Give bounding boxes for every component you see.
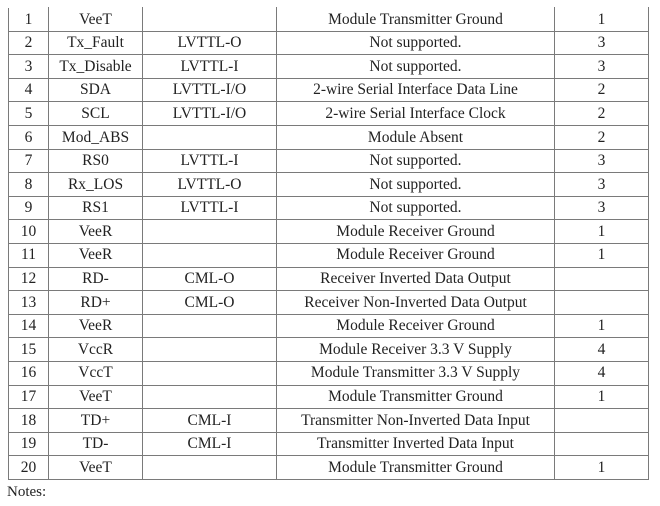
pin-description-cell: Module Receiver Ground: [277, 314, 555, 338]
pin-note-cell: 3: [555, 173, 649, 197]
pin-symbol-cell: VeeR: [49, 243, 143, 267]
pin-description-cell: Not supported.: [277, 31, 555, 55]
pin-description-cell: Module Transmitter Ground: [277, 8, 555, 32]
logic-family-cell: CML-I: [143, 432, 277, 456]
pin-note-cell: 2: [555, 125, 649, 149]
table-row: [9, 385, 649, 409]
table-row: [9, 102, 649, 126]
logic-family-cell: [143, 243, 277, 267]
pin-note-cell: 4: [555, 338, 649, 362]
pin-symbol-cell: VccT: [49, 361, 143, 385]
logic-family-cell: CML-I: [143, 409, 277, 433]
pin-note-cell: 1: [555, 314, 649, 338]
pin-note-cell: [555, 432, 649, 456]
logic-family-cell: [143, 456, 277, 480]
table-row: [9, 220, 649, 244]
pin-description-cell: Module Absent: [277, 125, 555, 149]
pin-note-cell: 4: [555, 361, 649, 385]
table-row: [9, 291, 649, 315]
pin-note-cell: 3: [555, 31, 649, 55]
pin-note-cell: 3: [555, 196, 649, 220]
pin-table-body: [9, 8, 649, 480]
pin-number-cell: 11: [9, 243, 49, 267]
pin-description-cell: Not supported.: [277, 196, 555, 220]
pin-note-cell: [555, 409, 649, 433]
pin-symbol-cell: RD-: [49, 267, 143, 291]
logic-family-cell: CML-O: [143, 291, 277, 315]
pin-number-cell: 13: [9, 291, 49, 315]
table-row: [9, 173, 649, 197]
pin-number-cell: 4: [9, 78, 49, 102]
pin-note-cell: [555, 291, 649, 315]
pin-symbol-cell: Mod_ABS: [49, 125, 143, 149]
pin-note-cell: 1: [555, 456, 649, 480]
logic-family-cell: LVTTL-I/O: [143, 102, 277, 126]
pin-number-cell: 5: [9, 102, 49, 126]
logic-family-cell: LVTTL-O: [143, 31, 277, 55]
pin-description-cell: Transmitter Inverted Data Input: [277, 432, 555, 456]
pin-number-cell: 20: [9, 456, 49, 480]
table-row: [9, 243, 649, 267]
pin-symbol-cell: VeeT: [49, 456, 143, 480]
pin-symbol-cell: VeeR: [49, 220, 143, 244]
pin-symbol-cell: TD-: [49, 432, 143, 456]
pin-description-cell: Not supported.: [277, 149, 555, 173]
pin-description-cell: Module Receiver Ground: [277, 220, 555, 244]
logic-family-cell: LVTTL-I: [143, 55, 277, 79]
logic-family-cell: [143, 338, 277, 362]
table-row: [9, 338, 649, 362]
logic-family-cell: LVTTL-O: [143, 173, 277, 197]
pin-note-cell: 1: [555, 385, 649, 409]
pin-note-cell: 1: [555, 220, 649, 244]
pin-symbol-cell: Tx_Fault: [49, 31, 143, 55]
table-row: [9, 456, 649, 480]
pin-number-cell: 17: [9, 385, 49, 409]
pin-description-cell: Transmitter Non-Inverted Data Input: [277, 409, 555, 433]
pin-description-cell: Not supported.: [277, 173, 555, 197]
pin-number-cell: 6: [9, 125, 49, 149]
pin-note-cell: 1: [555, 8, 649, 32]
pin-description-cell: Module Receiver 3.3 V Supply: [277, 338, 555, 362]
pin-number-cell: 9: [9, 196, 49, 220]
pin-symbol-cell: VeeT: [49, 8, 143, 32]
pin-symbol-cell: SCL: [49, 102, 143, 126]
pin-note-cell: 3: [555, 149, 649, 173]
table-row: [9, 78, 649, 102]
pin-description-cell: Not supported.: [277, 55, 555, 79]
pin-number-cell: 1: [9, 8, 49, 32]
logic-family-cell: LVTTL-I: [143, 196, 277, 220]
pin-definition-table: [8, 7, 649, 480]
pin-number-cell: 14: [9, 314, 49, 338]
logic-family-cell: [143, 220, 277, 244]
pin-symbol-cell: RS1: [49, 196, 143, 220]
pin-number-cell: 10: [9, 220, 49, 244]
logic-family-cell: LVTTL-I/O: [143, 78, 277, 102]
table-row: [9, 149, 649, 173]
logic-family-cell: LVTTL-I: [143, 149, 277, 173]
logic-family-cell: [143, 314, 277, 338]
logic-family-cell: [143, 125, 277, 149]
table-row: [9, 196, 649, 220]
pin-note-cell: [555, 267, 649, 291]
pin-note-cell: 3: [555, 55, 649, 79]
pin-symbol-cell: RD+: [49, 291, 143, 315]
table-row: [9, 314, 649, 338]
table-row: [9, 31, 649, 55]
pin-symbol-cell: RS0: [49, 149, 143, 173]
pin-description-cell: Receiver Inverted Data Output: [277, 267, 555, 291]
logic-family-cell: CML-O: [143, 267, 277, 291]
table-row: [9, 8, 649, 32]
pin-note-cell: 1: [555, 243, 649, 267]
logic-family-cell: [143, 361, 277, 385]
pin-description-cell: Module Receiver Ground: [277, 243, 555, 267]
pin-description-cell: 2-wire Serial Interface Clock: [277, 102, 555, 126]
pin-symbol-cell: TD+: [49, 409, 143, 433]
pin-symbol-cell: VccR: [49, 338, 143, 362]
pin-number-cell: 3: [9, 55, 49, 79]
pin-number-cell: 12: [9, 267, 49, 291]
pin-number-cell: 16: [9, 361, 49, 385]
logic-family-cell: [143, 385, 277, 409]
pin-description-cell: Receiver Non-Inverted Data Output: [277, 291, 555, 315]
pin-number-cell: 2: [9, 31, 49, 55]
pin-number-cell: 7: [9, 149, 49, 173]
pin-description-cell: 2-wire Serial Interface Data Line: [277, 78, 555, 102]
notes-label: Notes:: [7, 484, 47, 500]
logic-family-cell: [143, 8, 277, 32]
pin-symbol-cell: Tx_Disable: [49, 55, 143, 79]
pin-description-cell: Module Transmitter 3.3 V Supply: [277, 361, 555, 385]
table-row: [9, 55, 649, 79]
pin-number-cell: 15: [9, 338, 49, 362]
pin-note-cell: 2: [555, 78, 649, 102]
table-row: [9, 361, 649, 385]
pin-symbol-cell: SDA: [49, 78, 143, 102]
table-row: [9, 125, 649, 149]
pin-symbol-cell: VeeR: [49, 314, 143, 338]
pin-description-cell: Module Transmitter Ground: [277, 456, 555, 480]
pin-symbol-cell: VeeT: [49, 385, 143, 409]
pin-number-cell: 19: [9, 432, 49, 456]
pin-number-cell: 8: [9, 173, 49, 197]
pin-description-cell: Module Transmitter Ground: [277, 385, 555, 409]
pin-number-cell: 18: [9, 409, 49, 433]
table-row: [9, 432, 649, 456]
pin-note-cell: 2: [555, 102, 649, 126]
table-row: [9, 267, 649, 291]
pin-symbol-cell: Rx_LOS: [49, 173, 143, 197]
table-row: [9, 409, 649, 433]
